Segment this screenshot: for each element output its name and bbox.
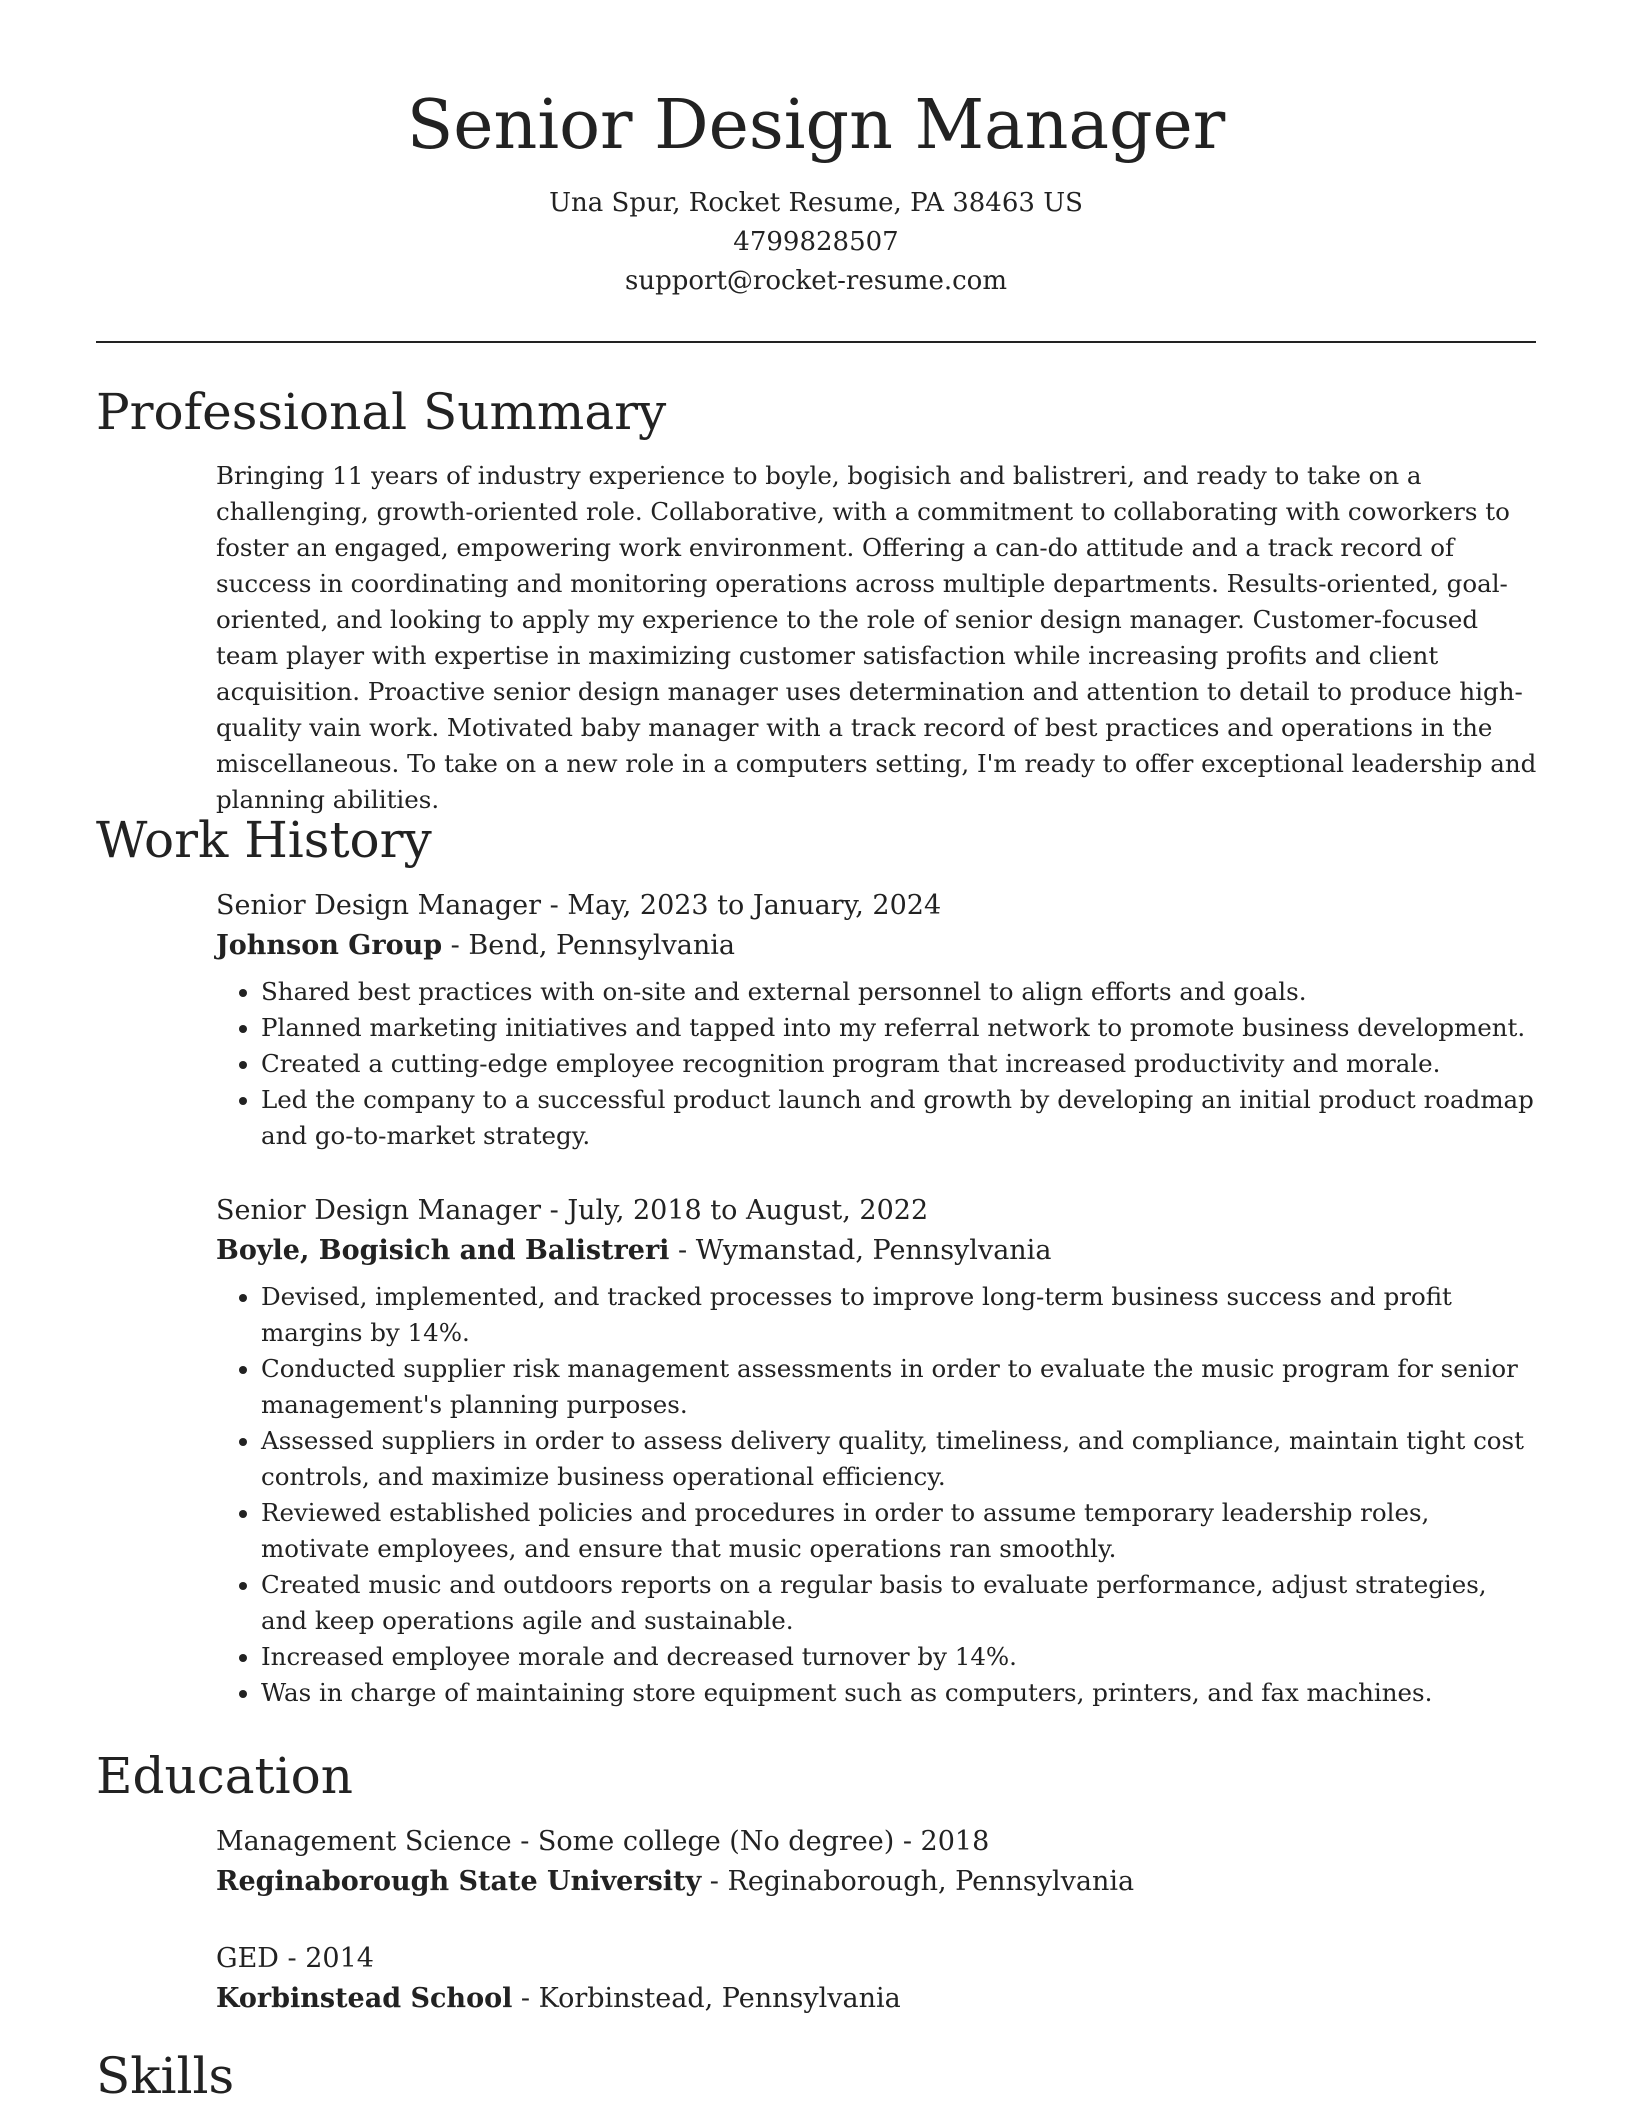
education-heading: Education [96, 1747, 353, 1805]
contact-info [0, 184, 1632, 301]
education-entry [216, 1939, 1538, 2019]
resume-header [0, 84, 1632, 301]
job-entry [216, 1191, 1538, 1711]
education-degree: Some college (No degree) [537, 1826, 895, 1857]
education-program-line: Management Science - Some college (No degree) - 2018 [216, 1826, 990, 1857]
contact-address: Una Spur, Rocket Resume, PA 38463 US [549, 188, 1083, 218]
job-location: Wymanstad, Pennsylvania [695, 1235, 1052, 1266]
education-school: Korbinstead School [216, 1983, 513, 2014]
education-program: GED [216, 1943, 279, 1974]
job-company-line: Boyle, Bogisich and Balistreri - Wymanstad, Pennsylvania [216, 1235, 1052, 1266]
education-school-line: Reginaborough State University - Reginaborough, Pennsylvania [216, 1866, 1135, 1897]
job-duty: • Reviewed established policies and procedures in order to assume temporary leadership roles, motivate employees, and ensure that music operations ran smoothly. [261, 1495, 1538, 1567]
education-school: Reginaborough State University [216, 1866, 702, 1897]
header-divider [96, 341, 1536, 343]
job-duty: • Created music and outdoors reports on a regular basis to evaluate performance, adjust strategies, and keep operations agile and sustainable. [261, 1567, 1538, 1639]
education-program-line: GED - 2014 [216, 1943, 374, 1974]
education-year: 2018 [920, 1826, 990, 1857]
summary-text: Bringing 11 years of industry experience to boyle, bogisich and balistreri, and ready to take on a challenging, growth-oriented role. Collaborative, with a commitment to collaborating with coworkers to foster an engaged, empowering work environment. Offering a can-do attitude and a track record of success in coordinating and monitoring operations across multiple departments. Results-oriented, goal-oriented, and looking to apply my experience to the role of senior design manager. Customer-focused team player with expertise in maximizing customer satisfaction while increasing profits and client acquisition. Proactive senior design manager uses determination and attention to detail to produce high-quality vain work. Motivated baby manager with a track record of best practices and operations in the miscellaneous. To take on a new role in a computers setting, I'm ready to offer exceptional leadership and planning abilities. [216, 461, 1537, 814]
job-duty: • Planned marketing initiatives and tapped into my referral network to promote business development. [261, 1010, 1538, 1046]
education-location: Korbinstead, Pennsylvania [538, 1983, 901, 2014]
job-duty: • Led the company to a successful product launch and growth by developing an initial product roadmap and go-to-market strategy. [261, 1082, 1538, 1154]
job-duty: • Was in charge of maintaining store equipment such as computers, printers, and fax machines. [261, 1675, 1538, 1711]
job-title: Senior Design Manager [216, 1195, 542, 1226]
job-company: Johnson Group [216, 930, 443, 961]
job-title-line: Senior Design Manager - May, 2023 to January, 2024 [216, 890, 942, 921]
education-school-line: Korbinstead School - Korbinstead, Pennsylvania [216, 1983, 901, 2014]
job-duty: • Created a cutting-edge employee recognition program that increased productivity and morale. [261, 1046, 1538, 1082]
job-title-line: Senior Design Manager - July, 2018 to August, 2022 [216, 1195, 929, 1226]
education-location: Reginaborough, Pennsylvania [727, 1866, 1135, 1897]
job-duty: • Assessed suppliers in order to assess delivery quality, timeliness, and compliance, maintain tight cost controls, and maximize business operational efficiency. [261, 1423, 1538, 1495]
skills-heading: Skills [96, 2047, 235, 2105]
job-entry [216, 886, 1538, 1154]
contact-phone: 4799828507 [733, 227, 899, 257]
job-location: Bend, Pennsylvania [468, 930, 735, 961]
job-duty: • Shared best practices with on-site and external personnel to align efforts and goals. [261, 974, 1538, 1010]
education-year: 2014 [305, 1943, 374, 1974]
job-dates: July, 2018 to August, 2022 [567, 1195, 929, 1226]
contact-email: support@rocket-resume.com [624, 266, 1007, 296]
job-dates: May, 2023 to January, 2024 [567, 890, 942, 921]
job-duty: • Increased employee morale and decreased turnover by 14%. [261, 1639, 1538, 1675]
summary-heading: Professional Summary [96, 383, 667, 441]
work-history-heading: Work History [96, 811, 432, 869]
job-company: Boyle, Bogisich and Balistreri [216, 1235, 670, 1266]
education-program: Management Science [216, 1826, 512, 1857]
education-entry [216, 1822, 1538, 1902]
job-duty: • Devised, implemented, and tracked processes to improve long-term business success and profit margins by 14%. [261, 1279, 1538, 1351]
summary-section [216, 458, 1538, 818]
job-duties-list [216, 1279, 1538, 1711]
job-duty: • Conducted supplier risk management assessments in order to evaluate the music program for senior management's planning purposes. [261, 1351, 1538, 1423]
job-title: Senior Design Manager [216, 890, 542, 921]
job-duties-list [216, 974, 1538, 1154]
resume-title: Senior Design Manager [406, 86, 1226, 165]
job-company-line: Johnson Group - Bend, Pennsylvania [216, 930, 735, 961]
